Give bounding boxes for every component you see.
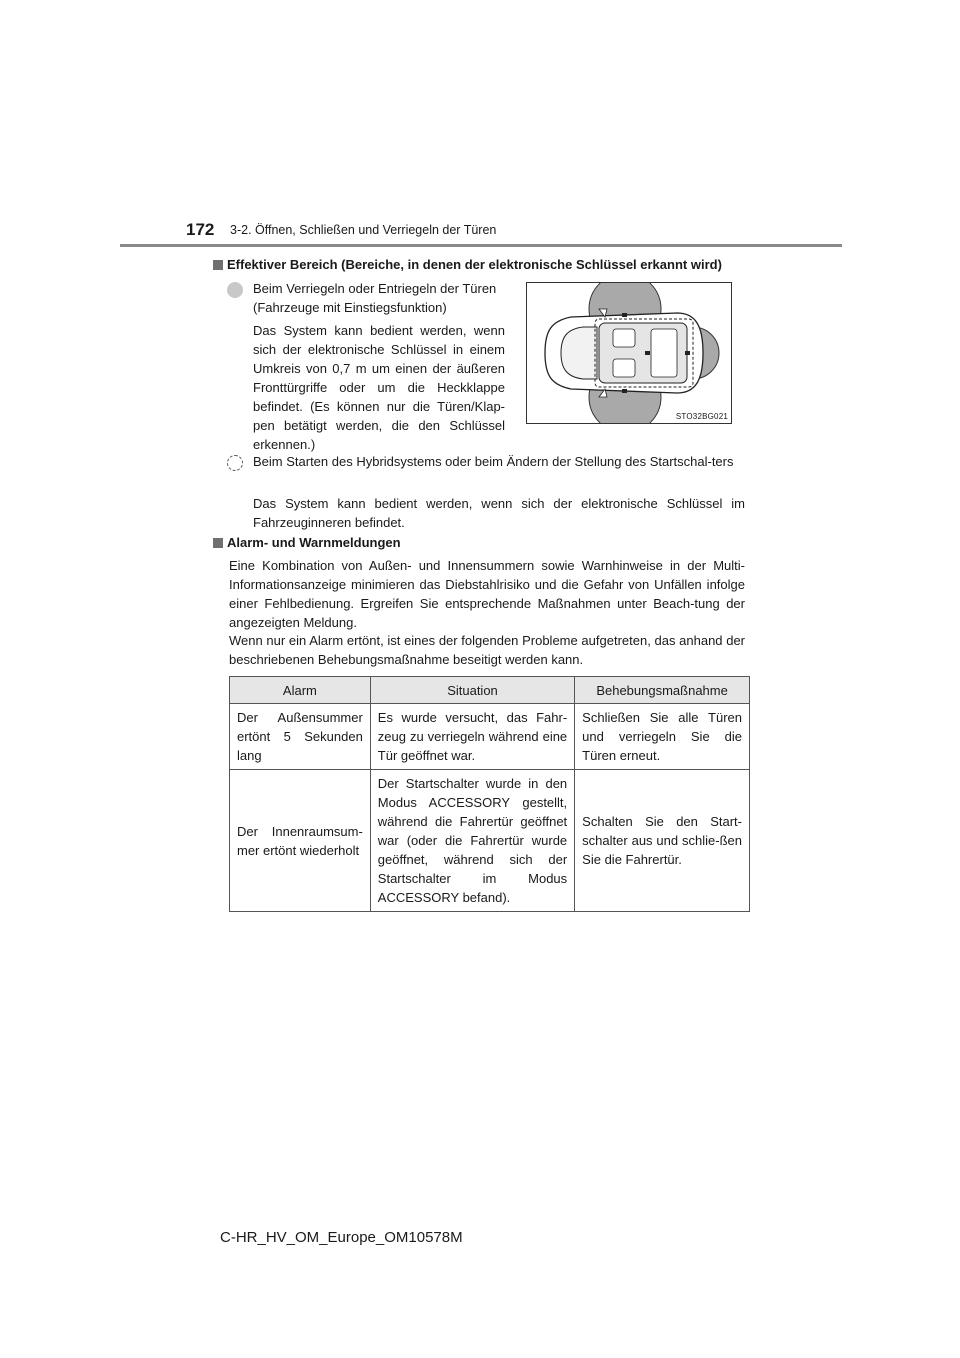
alarms-heading: Alarm- und Warnmeldungen [213, 535, 401, 550]
seat-front-right [613, 359, 635, 377]
footer-doc-id: C-HR_HV_OM_Europe_OM10578M [220, 1229, 463, 1246]
cell-situation: Es wurde versucht, das Fahr-zeug zu verriegeln während eine Tür geöffnet war. [370, 704, 574, 770]
header-rule [120, 244, 842, 247]
header-situation: Situation [370, 677, 574, 704]
range-inside-icon [227, 455, 243, 471]
car-hood [561, 327, 597, 379]
car-top-view-diagram [527, 283, 731, 423]
seat-front-left [613, 329, 635, 347]
square-bullet-icon [213, 260, 223, 270]
antenna-marker [685, 351, 690, 355]
alarms-paragraph-2: Wenn nur ein Alarm ertönt, ist eines der folgenden Probleme aufgetreten, das anhand der beschriebenen Behebungsmaßnahme beseitigt werden kann. [229, 633, 745, 667]
item1-text: Das System kann bedient werden, wenn sich der elektronische Schlüssel in einem Umkreis von 0,7 m um einen der äußeren Fronttürgriffe oder um die Heckklappe befindet. (Es können nur die Türen/Klap-pen betätigt werden, die den Schlüssel erkennen.) [253, 323, 505, 452]
alarm-table [229, 676, 750, 912]
item1-title: Beim Verriegeln oder Entriegeln der Türen (Fahrzeuge mit Einstiegsfunktion) [253, 281, 497, 315]
table-row [230, 770, 750, 912]
square-bullet-icon [213, 538, 223, 548]
antenna-marker [645, 351, 650, 355]
cell-alarm: Der Innenraumsum-mer ertönt wiederholt [230, 770, 371, 912]
effective-range-heading: Effektiver Bereich (Bereiche, in denen der elektronische Schlüssel erkannt wird) [213, 257, 722, 272]
page-number: 172 [186, 220, 215, 239]
item2-title: Beim Starten des Hybridsystems oder beim Ändern der Stellung des Startschal-ters [253, 454, 734, 469]
key-range-figure [526, 282, 732, 424]
range-outside-icon [227, 282, 243, 298]
header-remedy: Behebungsmaßnahme [575, 677, 750, 704]
table-row [230, 704, 750, 770]
antenna-marker [622, 313, 627, 317]
figure-code: STO32BG021 [675, 412, 728, 421]
cell-alarm: Der Außensummer ertönt 5 Sekunden lang [230, 704, 371, 770]
cell-situation: Der Startschalter wurde in den Modus ACCESSORY gestellt, während die Fahrertür geöffnet war (oder die Fahrertür wurde geöffnet, während sich der Startschalter im Modus ACCESSORY befand). [370, 770, 574, 912]
item2-text: Das System kann bedient werden, wenn sich der elektronische Schlüssel im Fahrzeuginneren befindet. [253, 496, 745, 530]
cell-remedy: Schalten Sie den Start-schalter aus und schlie-ßen Sie die Fahrertür. [575, 770, 750, 912]
cell-remedy: Schließen Sie alle Türen und verriegeln Sie die Türen erneut. [575, 704, 750, 770]
section-title: 3-2. Öffnen, Schließen und Verriegeln der Türen [230, 223, 497, 237]
alarms-paragraph-1: Eine Kombination von Außen- und Innensummern sowie Warnhinweise in der Multi-Informationsanzeige minimieren das Diebstahlrisiko und die Gefahr von Unfällen infolge einer Fehlbedienung. Ergreifen Sie entsprechende Maßnahmen unter Beach-tung der angezeigten Meldung. [229, 558, 745, 630]
seat-rear [651, 329, 677, 377]
header-alarm: Alarm [230, 677, 371, 704]
antenna-marker [622, 389, 627, 393]
table-header-row [230, 677, 750, 704]
